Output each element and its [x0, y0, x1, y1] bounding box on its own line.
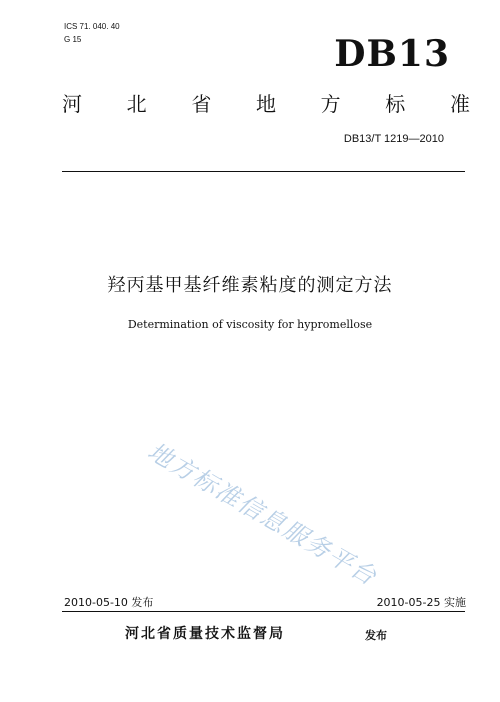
document-title-english: Determination of viscosity for hypromellose	[127, 318, 373, 331]
category-char: 北	[126, 92, 147, 116]
ccs-code: G 15	[64, 35, 82, 44]
category-char: 地	[255, 92, 276, 116]
document-title: 羟丙基甲基纤维素粘度的测定方法	[107, 275, 393, 296]
standard-logo: DB13	[334, 33, 450, 75]
document-number: DB13/T 1219—2010	[343, 133, 444, 145]
watermark: 地方标准信息服务平台	[143, 437, 383, 592]
header-divider	[62, 171, 465, 172]
issue-label: 发布	[365, 629, 387, 642]
issuing-authority: 河北省质量技术监督局	[125, 626, 285, 642]
classification-codes	[64, 20, 120, 46]
category-char: 方	[320, 92, 341, 116]
category-char: 标	[385, 92, 406, 116]
issue-date: 2010-05-10 发布	[64, 596, 154, 609]
implementation-date: 2010-05-25 实施	[376, 596, 466, 609]
category-char: 河	[62, 92, 82, 116]
ics-code: ICS 71. 040. 40	[64, 22, 120, 31]
category-char: 准	[449, 92, 470, 116]
category-char: 省	[191, 92, 212, 116]
footer-divider	[62, 611, 465, 612]
standard-category	[62, 88, 470, 117]
